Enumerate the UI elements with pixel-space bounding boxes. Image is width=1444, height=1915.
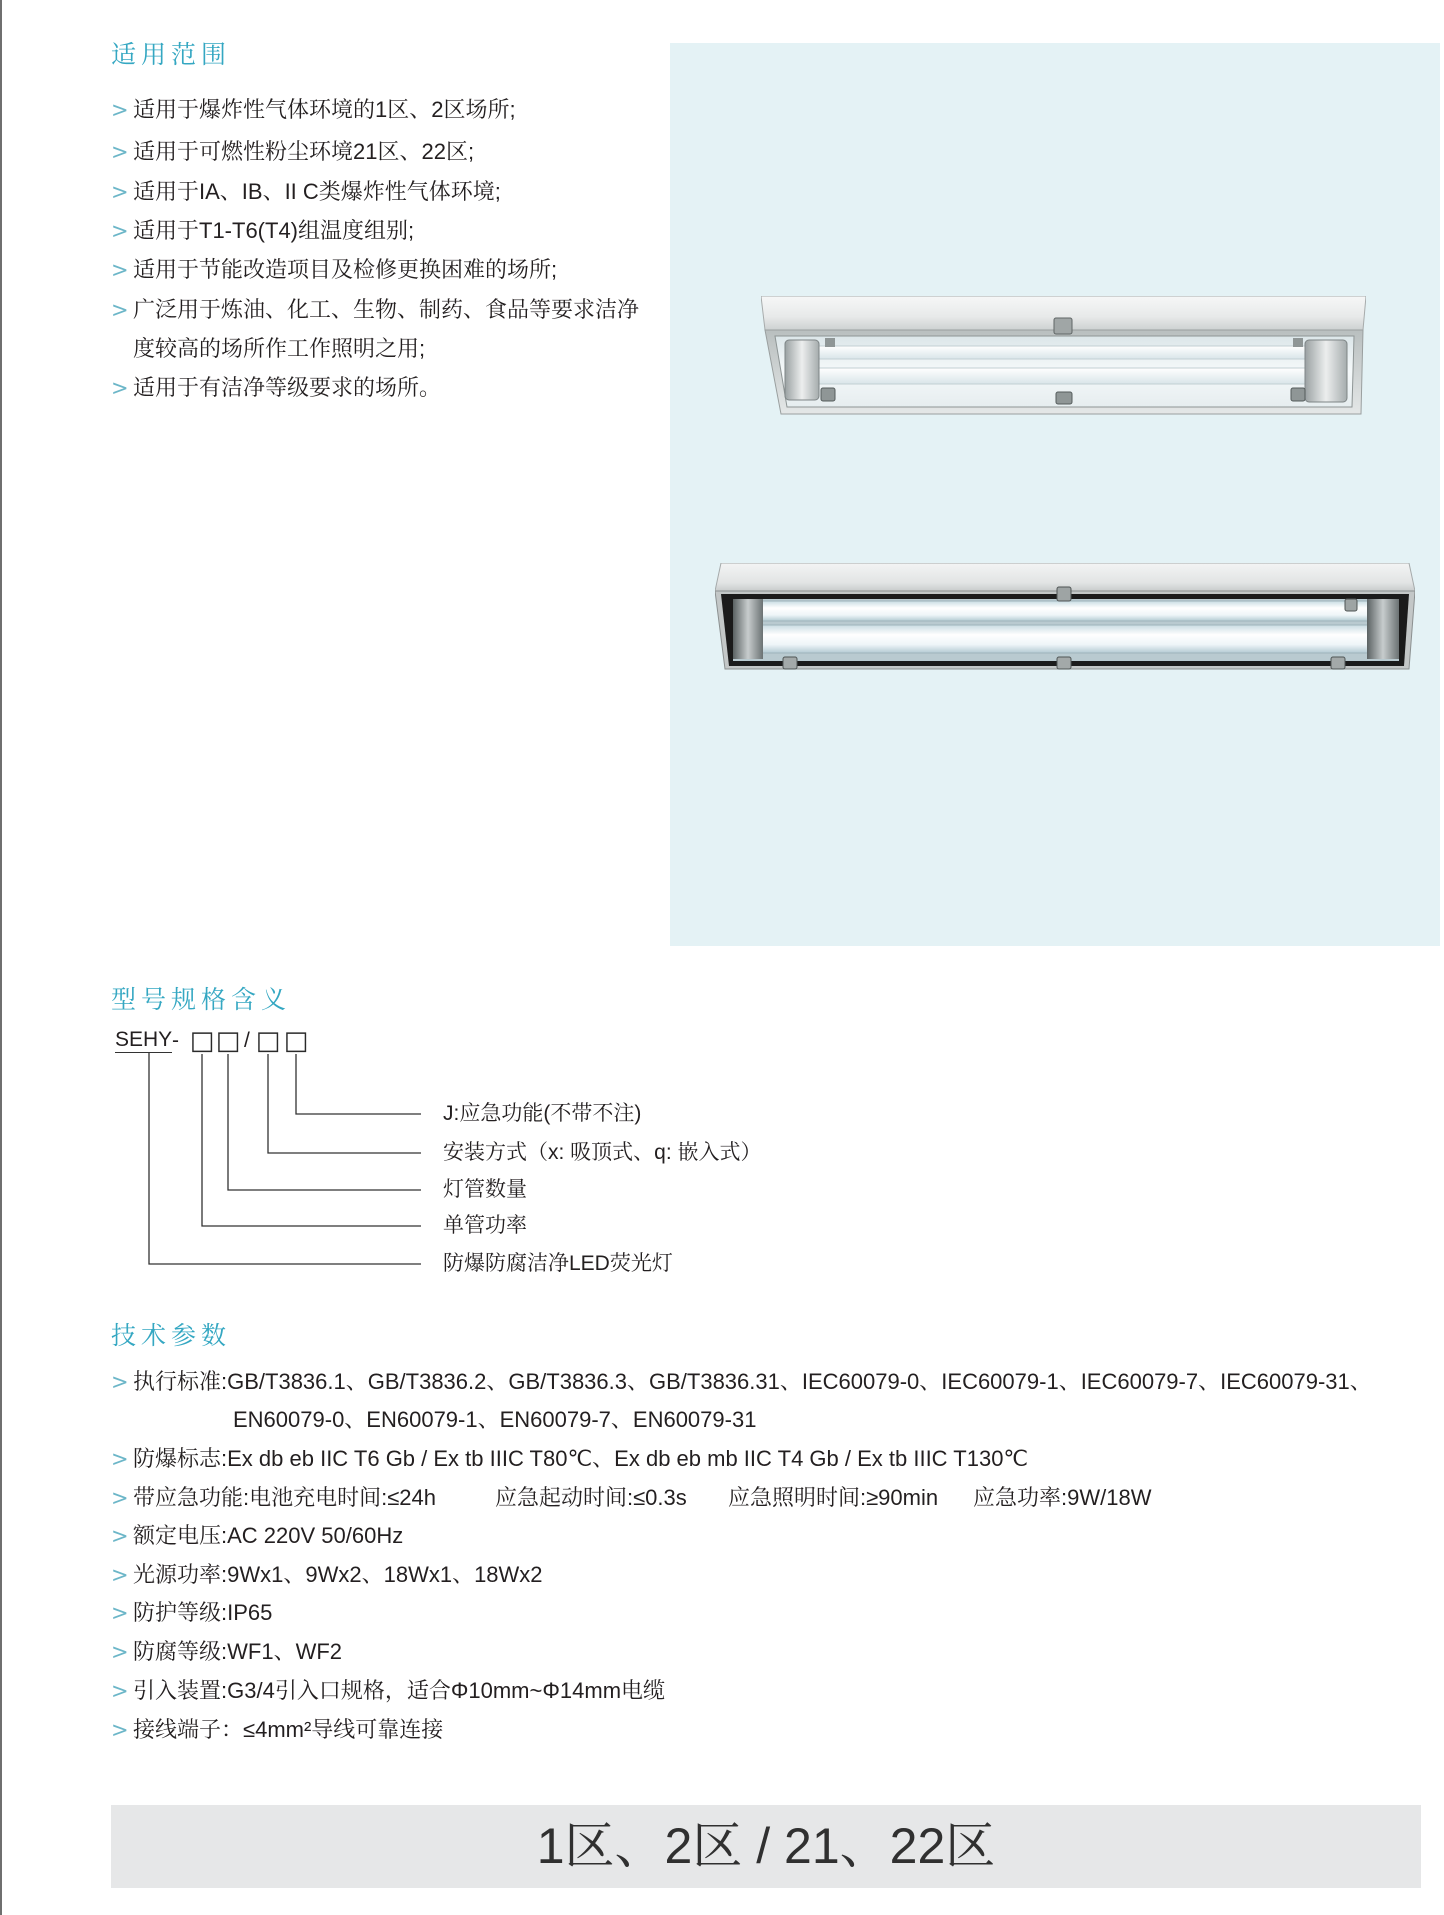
spec-value: Ex db eb IIC T6 Gb / Ex tb IIIC T80℃、Ex db eb mb IIC T4 Gb / Ex tb IIIC T130℃: [227, 1446, 1029, 1471]
lamp-fixture-image-single: [761, 296, 1366, 416]
spec-item: [111, 1599, 272, 1627]
tree-line-emergency: [296, 1054, 421, 1114]
scope-item-text: 适用于可燃性粉尘环境21区、22区;: [133, 139, 475, 164]
scope-item-text: 广泛用于炼油、化工、生物、制药、食品等要求洁净: [133, 297, 640, 322]
zone-banner-text: 1区、2区 / 21、22区: [536, 1818, 996, 1874]
spec-value-continuation: EN60079-0、EN60079-1、EN60079-7、EN60079-31: [233, 1407, 757, 1432]
model-code-box-1: □: [189, 1026, 215, 1056]
scope-item: [111, 178, 501, 206]
bullet-arrow-icon: >: [111, 1601, 129, 1625]
spec-label: 引入装置:: [133, 1678, 228, 1703]
lamp-end-holder: [1367, 599, 1399, 659]
bullet-arrow-icon: >: [111, 180, 129, 204]
bullet-arrow-icon: >: [111, 258, 129, 282]
lamp-tube: [741, 625, 1391, 653]
lamp-fixture-image-double: [715, 563, 1415, 670]
model-code-separator: /: [244, 1029, 250, 1052]
bullet-arrow-icon: >: [111, 1447, 129, 1471]
scope-item-continuation: 度较高的场所作工作照明之用;: [133, 336, 426, 361]
bullet-arrow-icon: >: [111, 298, 129, 322]
lamp-clip: [1293, 338, 1303, 347]
scope-item: [111, 96, 516, 124]
spec-item: [111, 1522, 403, 1550]
zone-banner: [111, 1805, 1421, 1888]
model-code-prefix: SEHY: [115, 1028, 173, 1051]
tree-line-product-type: [149, 1052, 421, 1264]
scope-item-text: 适用于T1-T6(T4)组温度组别;: [133, 218, 415, 243]
lamp-end-holder: [785, 340, 819, 400]
legend-tube-count: 灯管数量: [443, 1178, 527, 1201]
spec-item: [111, 1638, 342, 1666]
spec-item: [111, 1561, 543, 1589]
bullet-arrow-icon: >: [111, 140, 129, 164]
bullet-arrow-icon: >: [111, 1640, 129, 1664]
spec-label: 光源功率:: [133, 1562, 228, 1587]
legend-emergency: J:应急功能(不带不注): [443, 1102, 642, 1125]
legend-tube-power: 单管功率: [443, 1214, 527, 1237]
spec-part: 应急起动时间:≤0.3s: [495, 1485, 687, 1510]
lamp-tube: [741, 601, 1391, 621]
lamp-clip: [1331, 657, 1345, 669]
spec-label: 执行标准:: [133, 1369, 228, 1394]
scope-item: [111, 217, 414, 245]
spec-label: 防爆标志:: [133, 1446, 228, 1471]
specs-heading: 技术参数: [111, 1321, 232, 1350]
lamp-clip: [1345, 599, 1357, 611]
spec-label: 额定电压:: [133, 1523, 228, 1548]
scope-item: [111, 256, 557, 284]
spec-value: WF1、WF2: [227, 1639, 343, 1664]
legend-mounting: 安装方式（x: 吸顶式、q: 嵌入式）: [443, 1141, 762, 1164]
lamp-clip: [1057, 657, 1071, 669]
scope-heading: 适用范围: [111, 40, 232, 69]
scope-item-text: 适用于爆炸性气体环境的1区、2区场所;: [133, 97, 516, 122]
scope-item: [111, 138, 474, 166]
product-image-panel: [670, 43, 1440, 946]
scope-item-text: 适用于节能改造项目及检修更换困难的场所;: [133, 257, 558, 282]
lamp-clip: [1056, 392, 1072, 404]
tree-line-tube-power: [202, 1054, 421, 1226]
spec-label: 接线端子：: [133, 1717, 244, 1742]
bullet-arrow-icon: >: [111, 1679, 129, 1703]
scope-item: [111, 296, 639, 324]
model-code-dash: -: [172, 1029, 179, 1052]
model-code-box-2: □: [215, 1026, 241, 1056]
model-code-box-3: □: [255, 1026, 281, 1056]
lamp-clip: [1057, 587, 1071, 601]
bullet-arrow-icon: >: [111, 1524, 129, 1548]
spec-value: IP65: [227, 1600, 273, 1625]
lamp-end-holder: [1305, 340, 1347, 402]
bullet-arrow-icon: >: [111, 376, 129, 400]
model-heading: 型号规格含义: [111, 985, 292, 1014]
spec-part: 应急照明时间:≥90min: [728, 1485, 939, 1510]
lamp-tube: [809, 368, 1319, 384]
lamp-clip: [825, 338, 835, 347]
page-left-border: [0, 0, 2, 1915]
bullet-arrow-icon: >: [111, 1563, 129, 1587]
spec-item: [111, 1368, 1372, 1396]
model-code-box-4: □: [283, 1026, 309, 1056]
scope-item: [111, 374, 441, 402]
spec-item: [111, 1445, 1028, 1473]
legend-product-type: 防爆防腐洁净LED荧光灯: [443, 1252, 673, 1275]
spec-value: AC 220V 50/60Hz: [227, 1523, 404, 1548]
spec-part: 电池充电时间:≤24h: [249, 1485, 437, 1510]
spec-label: 防护等级:: [133, 1600, 228, 1625]
lamp-clip: [1054, 318, 1072, 334]
lamp-clip: [783, 657, 797, 669]
spec-value: ≤4mm²导线可靠连接: [243, 1717, 444, 1742]
spec-item: [111, 1484, 1361, 1512]
scope-item-text: 适用于有洁净等级要求的场所。: [133, 375, 442, 400]
spec-label: 带应急功能:: [133, 1485, 250, 1510]
model-code-tree-diagram: [100, 1045, 430, 1270]
lamp-clip: [821, 388, 835, 401]
tree-line-tube-count: [228, 1054, 421, 1190]
bullet-arrow-icon: >: [111, 1718, 129, 1742]
spec-label: 防腐等级:: [133, 1639, 228, 1664]
bullet-arrow-icon: >: [111, 98, 129, 122]
spec-item: [111, 1716, 443, 1744]
spec-value: GB/T3836.1、GB/T3836.2、GB/T3836.3、GB/T3836.31、IEC60079-0、IEC60079-1、IEC60079-7、IEC60079-31、: [227, 1369, 1372, 1394]
spec-part: 应急功率:9W/18W: [973, 1485, 1152, 1510]
bullet-arrow-icon: >: [111, 219, 129, 243]
bullet-arrow-icon: >: [111, 1486, 129, 1510]
lamp-end-holder: [733, 599, 763, 659]
lamp-tube: [809, 346, 1319, 359]
lamp-clip: [1291, 388, 1305, 401]
spec-item: [111, 1677, 665, 1705]
spec-value: G3/4引入口规格，适合Φ10mm~Φ14mm电缆: [227, 1678, 666, 1703]
spec-value: 9Wx1、9Wx2、18Wx1、18Wx2: [227, 1562, 543, 1587]
tree-line-mounting: [268, 1054, 421, 1153]
bullet-arrow-icon: >: [111, 1370, 129, 1394]
scope-item-text: 适用于IA、IB、II C类爆炸性气体环境;: [133, 179, 501, 204]
